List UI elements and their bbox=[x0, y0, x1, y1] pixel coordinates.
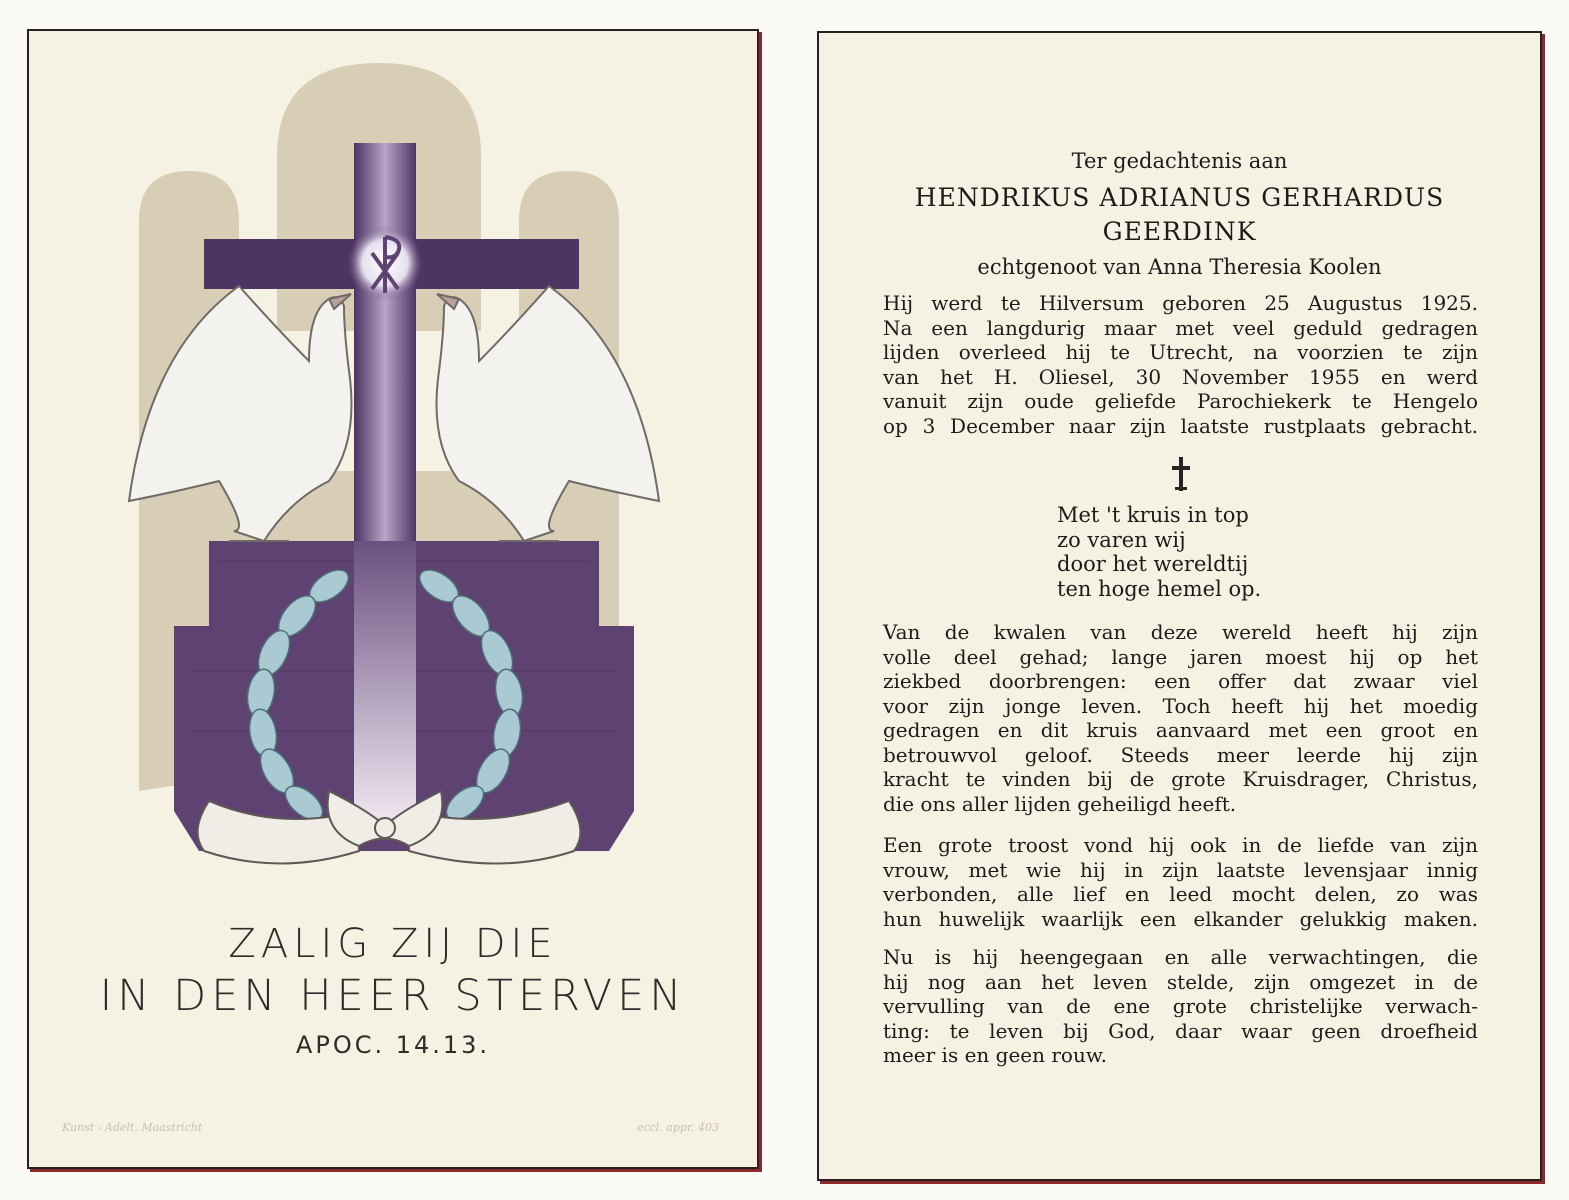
poem bbox=[1057, 503, 1261, 601]
text-line: kracht te vinden bij de grote Kruisdrager, Christus, bbox=[883, 767, 1478, 791]
back-card bbox=[817, 31, 1542, 1181]
biography-paragraph bbox=[883, 291, 1478, 438]
text-line: betrouwvol geloof. Steeds meer leerde hij zijn bbox=[883, 742, 1478, 767]
text-line: ting: te leven bij God, daar waar geen droefheid bbox=[883, 1018, 1478, 1043]
text-line: meer is en geen rouw. bbox=[883, 1043, 1107, 1067]
marriage-paragraph bbox=[883, 833, 1478, 931]
poem-line: Met 't kruis in top bbox=[1057, 503, 1249, 527]
text-line: vrouw, met wie hij in zijn laatste levensjaar innig bbox=[883, 857, 1478, 882]
scripture-reference: APOC. 14.13. bbox=[295, 1031, 491, 1059]
suffering-paragraph bbox=[883, 620, 1478, 816]
printer-credit: Kunst - Adelt. Maastricht bbox=[62, 1121, 203, 1134]
text-line: hij nog aan het leven stelde, zijn omgezet in de bbox=[883, 969, 1478, 994]
text-line: op 3 December naar zijn laatste rustplaats gebracht. bbox=[883, 413, 1478, 438]
memorial-intro: Ter gedachtenis aan bbox=[1071, 149, 1288, 173]
poem-line: door het wereldtij bbox=[1057, 552, 1249, 576]
text-line: gedragen en dit kruis aanvaard met een groot en bbox=[883, 718, 1478, 742]
text-line: ziekbed doorbrengen: een offer dat zwaar viel bbox=[883, 669, 1478, 693]
cross-doves-illustration bbox=[29, 31, 757, 921]
text-line: Hij werd te Hilversum geboren 25 Augustus 1925. bbox=[883, 291, 1478, 315]
text-line: van het H. Oliesel, 30 November 1955 en werd bbox=[883, 364, 1478, 389]
deceased-name-line-1: HENDRIKUS ADRIANUS GERHARDUS bbox=[914, 183, 1445, 212]
deceased-name-line-2: GEERDINK bbox=[1102, 217, 1257, 246]
text-line: die ons aller lijden geheiligd heeft. bbox=[883, 791, 1237, 816]
poem-line: zo varen wij bbox=[1057, 527, 1186, 552]
text-line: voor zijn jonge leven. Toch heeft hij het moedig bbox=[883, 693, 1478, 718]
text-line: Nu is hij heengegaan en alle verwachtingen, die bbox=[883, 945, 1478, 969]
motto-line-2: IN DEN HEER STERVEN bbox=[99, 971, 687, 1021]
ecclesiastical-approval: eccl. appr. 403 bbox=[636, 1121, 719, 1134]
poem-line: ten hoge hemel op. bbox=[1057, 576, 1262, 601]
text-line: lijden overleed hij te Utrecht, na voorzien te zijn bbox=[883, 340, 1478, 364]
text-line: hun huwelijk waarlijk een elkander gelukkig maken. bbox=[883, 906, 1478, 931]
text-line: volle deel gehad; lange jaren moest hij op het bbox=[883, 644, 1478, 669]
text-line: Een grote troost vond hij ook in de liefde van zijn bbox=[883, 833, 1478, 857]
motto-line-1: ZALIG ZIJ DIE bbox=[228, 921, 558, 967]
cross-icon bbox=[1171, 457, 1191, 491]
closing-paragraph bbox=[883, 945, 1478, 1068]
front-card bbox=[27, 29, 759, 1169]
text-line: vervulling van de ene grote christelijke verwach- bbox=[883, 994, 1478, 1018]
text-line: Na een langdurig maar met veel geduld gedragen bbox=[883, 315, 1478, 340]
text-line: vanuit zijn oude geliefde Parochiekerk te Hengelo bbox=[883, 389, 1478, 413]
text-line: Van de kwalen van deze wereld heeft hij zijn bbox=[883, 620, 1478, 644]
text-line: verbonden, alle lief en leed mocht delen, zo was bbox=[883, 882, 1478, 906]
spouse-line: echtgenoot van Anna Theresia Koolen bbox=[977, 255, 1382, 279]
